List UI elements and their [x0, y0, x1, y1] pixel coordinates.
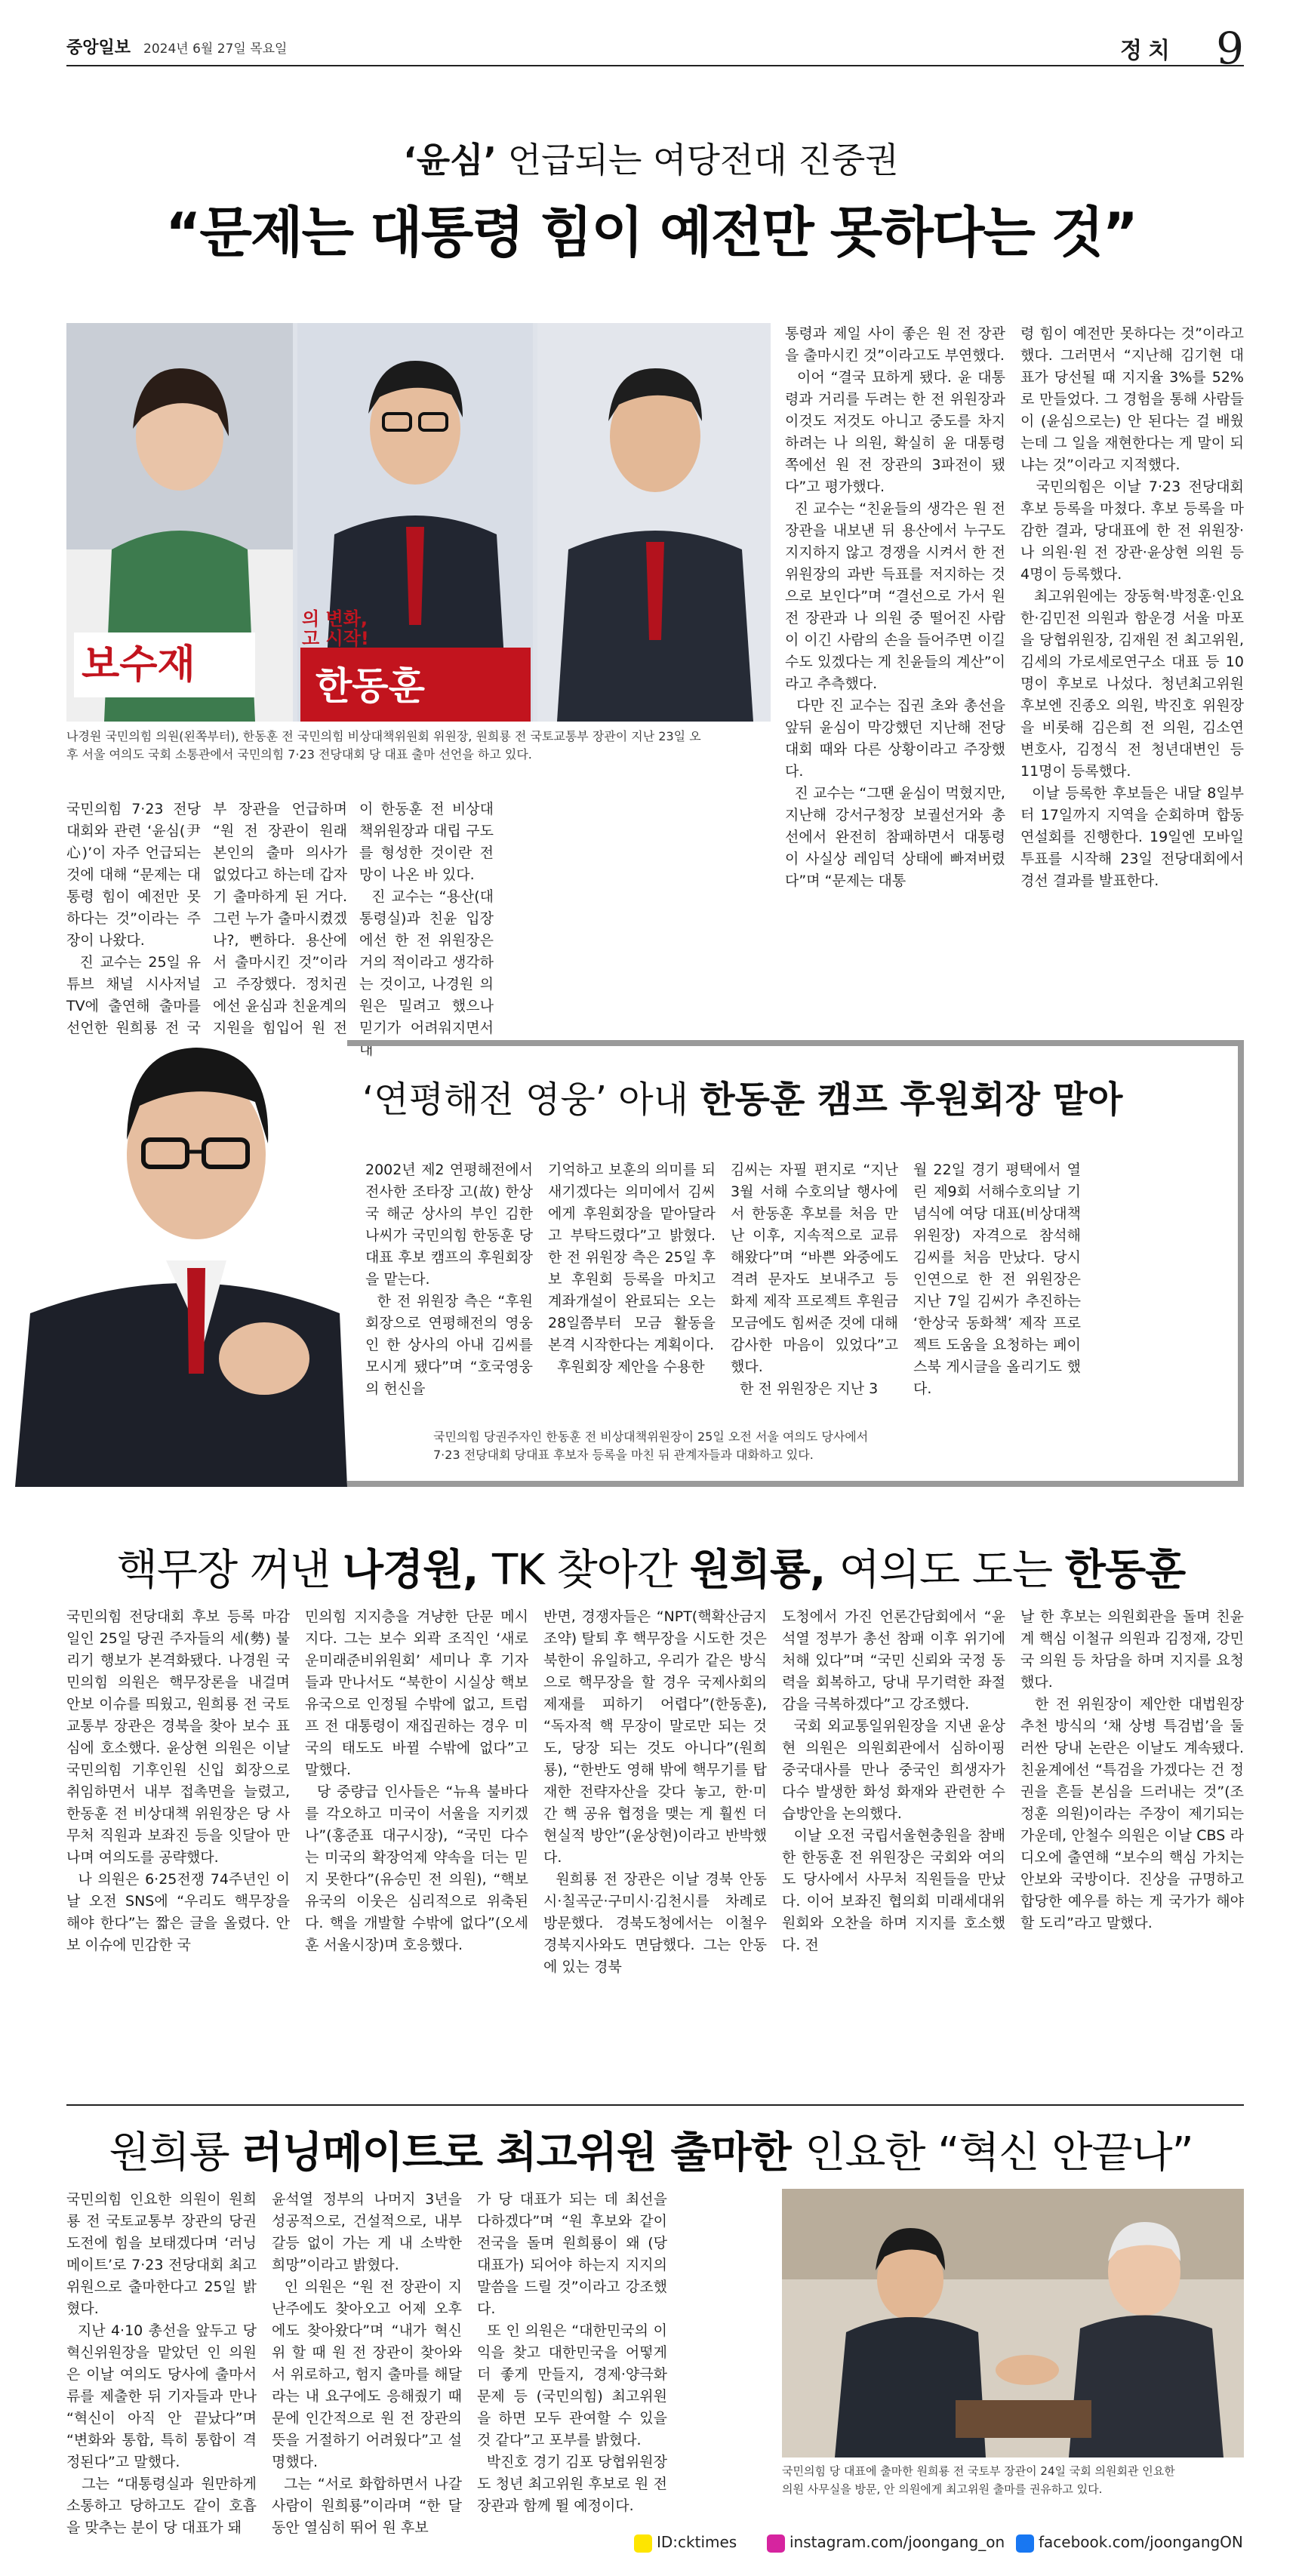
headline-part-bold: 한동훈 [1064, 1546, 1186, 1595]
kakao-icon [634, 2534, 652, 2553]
instagram-icon [767, 2534, 785, 2553]
headline-part: 인요한 [805, 2128, 938, 2177]
article2-column-2: 기억하고 보훈의 의미를 되새기겠다는 의미에서 김씨에게 후원회장을 맡아달라고 부탁드렸다”고 밝혔다. 한 전 위원장 측은 25일 후보 후원회 등록을 마치고 계좌개설이 완료되는 오는 28일쯤부터 모금 활동을 본격 시작한다는 계획이다. 후원회장 제안을 수용한 [548, 1162, 716, 1375]
han-donghoon-image [15, 996, 347, 1487]
social-footer [634, 2528, 1243, 2559]
headline-part-bold: 러닝메이트로 최고위원 출마한 [242, 2128, 805, 2177]
section-divider [66, 2104, 1244, 2106]
article4-photo-caption: 국민의힘 당 대표에 출마한 원희룡 전 국토부 장관이 24일 국회 의원회관 인요한 의원 사무실을 방문, 안 의원에게 최고위원 출마를 권유하고 있다. [782, 2464, 1175, 2496]
kakao-id: ID:cktimes [657, 2533, 737, 2551]
instagram-url: instagram.com/joongang_on [790, 2533, 1005, 2551]
sign-text-1: 보수재 [82, 642, 195, 688]
article1-photo [66, 323, 771, 722]
article2-headline-bold: 한동훈 캠프 후원회장 맡아 [700, 1079, 1123, 1121]
article1-kicker [0, 133, 1302, 183]
article3-column-5: 날 한 후보는 의원회관을 돌며 친윤계 핵심 이철규 의원과 김정재, 강민국 의원 등 차담을 하며 지지를 요청했다. 한 전 위원장이 제안한 대법원장 추천 방식의 ‘채 상병 특검법’을 둘러싼 당내 논란은 이날도 계속됐다. 친윤계에선 “특검을 가겠다는 건 정권을 흔들 본심을 드러내는 것”(조정훈 의원)이라는 주장이 제기되는 가운데, 안철수 의원은 이날 CBS 라디오에 출연해 “보수의 핵심 가치는 안보와 국방이다. 진상을 규명하고 합당한 예우를 하는 게 국가가 해야 할 도리”라고 말했다. [1020, 1608, 1244, 1931]
article1-column-1: 국민의힘 7·23 전당대회와 관련 ‘윤심(尹心)’이 자주 언급되는 것에 대해 “문제는 대통령 힘이 예전만 못하다는 것”이라는 주장이 나왔다. 진 교수는 25일 유튜브 채널 시사저널TV에 출연해 출마를 선언한 원희룡 전 국 [66, 801, 201, 1036]
article1-photo-caption: 나경원 국민의힘 의원(왼쪽부터), 한동훈 전 국민의힘 비상대책위원회 위원장, 원희룡 전 국토교통부 장관이 지난 23일 오 후 서울 여의도 국회 소통관에서 국민의힘 7·23 전당대회 당 대표 출마 선언을 하고 있다. [66, 729, 701, 762]
page-number: 9 [1216, 23, 1244, 74]
kakao-link[interactable] [634, 2533, 737, 2553]
article2-photo [15, 996, 347, 1487]
article1-column-5: 령 힘이 예전만 못하다는 것”이라고 했다. 그러면서 “지난해 김기현 대표가 당선될 때 지지율 3%를 52%로 만들었다. 그 경험을 통해 사람들이 (윤심으로는) 안 된다는 걸 배웠는데 그 일을 재현한다는 게 말이 되냐는 것”이라고 지적했다. 국민의힘은 이날 7·23 전당대회 후보 등록을 마쳤다. 후보 등록을 마감한 결과, 당대표에 한 전 위원장·나 의원·원 전 장관·윤상현 의원 등 4명이 등록했다. 최고위원에는 장동혁·박정훈·인요한·김민전 의원과 함운경 서울 마포을 당협위원장, 김재원 전 최고위원, 김세의 가로세로연구소 대표 등 10명이 후보로 나섰다. 청년최고위원 후보엔 진종오 의원, 박진호 위원장을 비롯해 김은희 전 의원, 김소연 변호사, 김정식 전 청년대변인 등 11명이 등록했다. 이날 등록한 후보들은 내달 8일부터 17일까지 지역을 순회하며 합동연설회를 진행한다. 19일엔 모바일 투표를 시작해 23일 전당대회에서 경선 결과를 발표한다. [1020, 325, 1244, 889]
handshake-image [782, 2189, 1244, 2458]
headline-part: 원희룡 [109, 2128, 242, 2177]
newspaper-logo: 중앙일보 [66, 38, 131, 57]
article3-column-4: 도청에서 가진 언론간담회에서 “윤석열 정부가 총선 참패 이후 위기에 처해 있다”며 “국민 신뢰와 국정 동력을 회복하고, 당내 무기력한 좌절감을 극복하겠다”고 강조했다. 국회 외교통일위원장을 지낸 윤상현 의원은 의원회관에서 심하이핑 중국대사를 만나 중국인 희생자가 다수 발생한 화성 화재와 관련한 수습방안을 논의했다. 이날 오전 국립서울현충원을 참배한 한동훈 전 위원장은 국회와 여의도 당사에서 사무처 직원들을 만났다. 이어 보좌진 협의회 미래세대위원회와 오찬을 하며 지지를 호소했다. 전 [782, 1608, 1005, 1953]
headline-part: TK 찾아간 [491, 1546, 690, 1595]
facebook-icon [1016, 2534, 1034, 2553]
article1-column-4: 통령과 제일 사이 좋은 원 전 장관을 출마시킨 것”이라고도 부연했다. 이어 “결국 묘하게 됐다. 윤 대통령과 거리를 두려는 한 전 위원장과 이것도 저것도 아니고 중도를 차지하려는 나 의원, 확실히 윤 대통령 쪽에선 원 전 장관의 3파전이 됐다”고 평가했다. 진 교수는 “친윤들의 생각은 원 전 장관을 내보낸 뒤 용산에서 누구도 지지하지 않고 경쟁을 시켜서 한 전 위원장의 과반 득표를 저지하는 것으로 보인다”며 “결선으로 가서 원 전 장관과 나 의원 중 떨어진 사람이 이긴 사람의 손을 들어주면 이길 수도 있겠다는 게 친윤들의 계산”이라고 추측했다. 다만 진 교수는 집권 초와 총선을 앞뒤 윤심이 막강했던 지난해 전당대회 때와 다른 상황이라고 주장했다. 진 교수는 “그땐 윤심이 먹혔지만, 지난해 강서구청장 보궐선거와 총선에서 완전히 참패하면서 대통령이 사실상 레임덕 상태에 빠져버렸다”며 “문제는 대통 [785, 325, 1005, 889]
facebook-url: facebook.com/joongangON [1039, 2533, 1243, 2551]
article3-column-2: 민의힘 지지층을 겨냥한 단문 메시지다. 그는 보수 외곽 조직인 ‘새로운미래준비위원회’ 세미나 후 기자들과 만나서도 “북한이 시실상 핵보유국으로 인정될 수밖에 없고, 트럼프 전 대통령이 재집권하는 경우 미국의 태도도 바뀔 수밖에 없다”고 말했다. 당 중량급 인사들은 “뉴욕 불바다를 각오하고 미국이 서울을 지키겠나”(홍준표 대구시장), “국민 다수는 미국의 확장억제 약속을 더는 믿지 못한다”(유승민 전 의원), “핵보유국의 이웃은 심리적으로 위축된다. 핵을 개발할 수밖에 없다”(오세훈 서울시장)며 호응했다. [305, 1608, 528, 1953]
article4-headline [0, 2119, 1302, 2180]
headline-part-bold: 나경원, [342, 1546, 492, 1595]
three-candidates-image [66, 323, 771, 722]
headline-part: 핵무장 꺼낸 [116, 1546, 343, 1595]
article2-column-1: 2002년 제2 연평해전에서 전사한 조타장 고(故) 한상국 해군 상사의 부인 김한나씨가 국민의힘 한동훈 당대표 후보 캠프의 후원회장을 맡는다. 한 전 위원장 측은 “후원회장으로 연평해전의 영웅인 한 상사의 아내 김씨를 모시게 됐다”며 “호국영웅의 헌신을 [365, 1162, 533, 1397]
article1-column-2: 부 장관을 언급하며 “원 전 장관이 원래 본인의 출마 의사가 없었다고 하는데 갑자기 출마하게 된 거다. 그런 누가 출마시켰겠나?, 뻔하다. 용산에서 출마시킨 것”이라고 주장했다. 정치권에선 윤심과 친윤계의 지원을 힘입어 원 전 [213, 801, 347, 1036]
article1-headline: “문제는 대통령 힘이 예전만 못하다는 것” [165, 201, 1137, 264]
masthead [66, 23, 1244, 74]
facebook-link[interactable] [1016, 2533, 1243, 2553]
article3-column-3: 반면, 경쟁자들은 “NPT(핵확산금지조약) 탈퇴 후 핵무장을 시도한 것은 북한이 유일하고, 우리가 같은 방식으로 핵무장을 할 경우 국제사회의 제재를 피하기 어렵다”(한동훈), “독자적 핵 무장이 말로만 되는 것도, 당장 되는 것도 아니다”(원희룡), “한반도 영해 밖에 핵무기를 탑재한 전략자산을 갖다 놓고, 한·미 간 핵 공유 협정을 맺는 게 훨씬 더 현실적 방안”(윤상현)이라고 반박했다. 원희룡 전 장관은 이날 경북 안동시·칠곡군·구미시·김천시를 차례로 방문했다. 경북도청에서는 이철우 경북지사와도 면담했다. 그는 안동에 있는 경북 [543, 1608, 767, 1975]
article4-column-3: 가 당 대표가 되는 데 최선을 다하겠다”며 “원 후보와 같이 전국을 돌며 원희룡이 왜 (당 대표가) 되어야 하는지 지지의 말씀을 드릴 것”이라고 강조했다. 또 인 의원은 “대한민국의 이익을 찾고 대한민국을 어떻게 더 좋게 만들지, 경제·양극화 문제 등 (국민의힘) 최고위원을 하면 모두 관여할 수 있을 것 같다”고 포부를 밝혔다. 박진호 경기 김포 당협위원장도 청년 최고위원 후보로 원 전 장관과 함께 뛸 예정이다. [477, 2191, 667, 2514]
kicker-rest: 언급되는 여당전대 진중권 [497, 140, 899, 180]
article2-kicker: ‘연평해전 영웅’ 아내 [362, 1079, 700, 1121]
headline-part: “혁신 안끝나” [937, 2128, 1193, 2177]
sign-text-2: 의 변화, [302, 608, 368, 629]
article2-column-3: 김씨는 자필 편지로 “지난 3월 서해 수호의날 행사에서 한동훈 후보를 처음 만난 이후, 지속적으로 교류해왔다”며 “바쁜 와중에도 격려 문자도 보내주고 등 화제 제작 프로젝트 후원금 모금에도 힘써준 것에 대해 감사한 마음이 있었다”고 했다. 한 전 위원장은 지난 3 [731, 1162, 898, 1397]
article3-headline [0, 1537, 1302, 1597]
article2-column-4: 월 22일 경기 평택에서 열린 제9회 서해수호의날 기념식에 여당 대표(비상대책위원장) 자격으로 참석해 김씨를 처음 만났다. 당시 인연으로 한 전 위원장은 지난 7일 김씨가 추진하는 ‘한상국 동화책’ 제작 프로젝트 도움을 요청하는 페이스북 게시글을 올리기도 했다. [913, 1162, 1086, 1397]
issue-date: 2024년 6월 27일 목요일 [143, 42, 288, 57]
article3-column-1: 국민의힘 전당대회 후보 등록 마감일인 25일 당권 주자들의 세(勢) 불리기 행보가 본격화됐다. 나경원 국민의힘 의원은 핵무장론을 내걸며 안보 이슈를 띄웠고, 원희룡 전 국토교통부 장관은 경북을 찾아 보수 표심에 호소했다. 윤상현 의원은 이날 국민의힘 기후인원 신입 회장으로 취임하면서 내부 접촉면을 늘렸고, 한동훈 전 비상대책 위원장은 당 사무처 직원과 보좌진 등을 잇달아 만나며 여의도를 공략했다. 나 의원은 6·25전쟁 74주년인 이날 오전 SNS에 “우리도 핵무장을 해야 한다”는 짧은 글을 올렸다. 안보 이슈에 민감한 국 [66, 1608, 290, 1953]
section-name: 정치 [1120, 38, 1176, 64]
instagram-link[interactable] [767, 2533, 1005, 2553]
article4-column-1: 국민의힘 인요한 의원이 원희룡 전 국토교통부 장관의 당권도전에 힘을 보태겠다며 ‘러닝메이트’로 7·23 전당대회 최고위원으로 출마한다고 25일 밝혔다. 지난 4·10 총선을 앞두고 당 혁신위원장을 맡았던 인 의원은 이날 여의도 당사에 출마서류를 제출한 뒤 기자들과 만나 “혁신이 아직 안 끝났다”며 “변화와 통합, 특히 통합이 격정된다”고 말했다. 그는 “대통령실과 원만하게 소통하고 당하고도 같이 호흡을 맞추는 분이 당 대표가 돼 [66, 2191, 257, 2536]
article2-photo-caption: 국민의힘 당권주자인 한동훈 전 비상대책위원장이 25일 오전 서울 여의도 당사에서 7·23 전당대회 당대표 후보자 등록을 마친 뒤 관계자들과 대화하고 있다. [433, 1430, 869, 1462]
article1-column-3: 이 한동훈 전 비상대책위원장과 대립 구도를 형성한 것이란 전망이 나온 바 있다. 진 교수는 “용산(대통령실)과 친윤 입장에선 한 전 위원장은 거의 적이라고 생각하는 것이고, 나경원 의원은 밀려고 했으나 믿기가 어려워지면서 대 [359, 801, 494, 1058]
kicker-highlight: ‘윤심’ [403, 140, 497, 180]
headline-part: 여의도 도는 [839, 1546, 1065, 1595]
article4-column-2: 윤석열 정부의 나머지 3년을 성공적으로, 건설적으로, 내부 갈등 없이 가는 게 내 소박한 희망”이라고 밝혔다. 인 의원은 “원 전 장관이 지난주에도 찾아오고 어제 오후에도 찾아왔다”며 “내가 혁신위 할 때 원 전 장관이 찾아와서 위로하고, 험지 출마를 해달라는 내 요구에도 응해줬기 때문에 인간적으로 원 전 장관의 뜻을 거절하기 어려웠다”고 설명했다. 그는 “서로 화합하면서 나갈 사람이 원희룡”이라며 “한 달 동안 열심히 뛰어 원 후보 [272, 2191, 462, 2536]
article2-headline [362, 1070, 1122, 1122]
article4-photo [782, 2189, 1244, 2458]
sign-text-4: 한동훈 [315, 664, 425, 708]
sign-text-3: 고 시작! [302, 628, 369, 649]
headline-part-bold: 원희룡, [689, 1546, 839, 1595]
